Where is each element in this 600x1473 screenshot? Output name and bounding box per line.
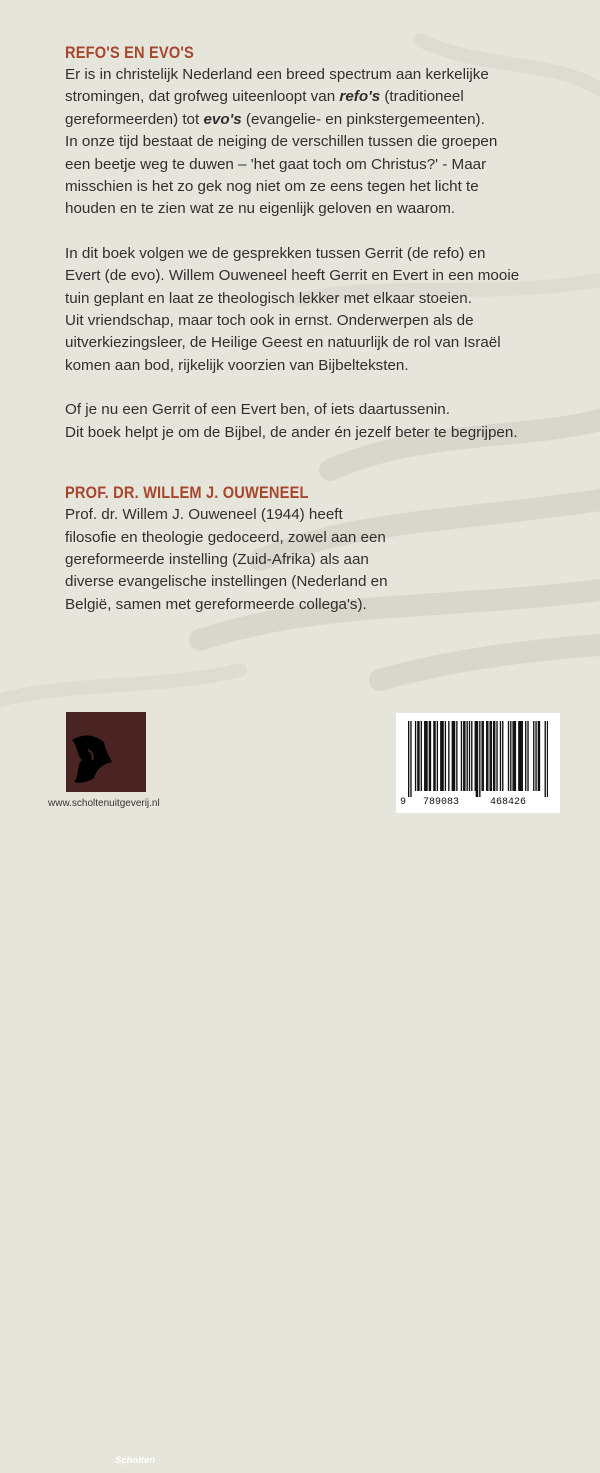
barcode-bar: [508, 721, 509, 791]
barcode-bar: [538, 721, 539, 791]
text-segment: Er is in christelijk Nederland een breed spectrum aan kerkelijke: [65, 66, 489, 83]
text-segment: stromingen, dat grofweg uiteenloopt van: [65, 88, 340, 106]
barcode-bar: [487, 721, 488, 791]
barcode-bar: [547, 721, 548, 797]
barcode-bar: [481, 721, 482, 791]
barcode-bar: [525, 721, 526, 791]
back-cover-text: [65, 42, 565, 616]
text-segment: In onze tijd bestaat de neiging de verschillen tussen die groepen: [65, 133, 498, 151]
text-line: [65, 86, 565, 108]
barcode-bar: [491, 721, 492, 791]
barcode-bar: [522, 721, 523, 791]
emphasis-term: refo's: [339, 88, 381, 106]
barcode-bar: [467, 721, 468, 791]
logo-name: Scholten: [115, 1455, 156, 1466]
barcode-bar: [437, 721, 438, 791]
barcode-bar: [418, 721, 419, 791]
closing-paragraph: [65, 399, 565, 444]
barcode-bar: [454, 721, 455, 791]
text-line: Uit vriendschap, maar toch ook in ernst. Onderwerpen als de: [65, 312, 474, 330]
barcode-bar: [518, 721, 519, 791]
barcode-group-2: 468426: [490, 797, 527, 808]
barcode-bar: [476, 721, 477, 797]
section-title-refos-evos: REFO'S EN EVO'S: [65, 43, 194, 62]
barcode-bar: [533, 721, 534, 791]
text-segment: (traditioneel: [380, 88, 464, 106]
barcode-bar: [461, 721, 462, 791]
text-line: [65, 176, 565, 198]
barcode-group-1: 789083: [423, 797, 460, 808]
barcode-bar: [441, 721, 442, 791]
barcode-bar: [545, 721, 546, 797]
barcode-bar: [445, 721, 446, 791]
barcode-bar: [417, 721, 418, 791]
barcode-bar: [448, 721, 449, 791]
barcode-bar: [453, 721, 454, 791]
text-line: komen aan bod, rijkelijk voorzien van Bijbelteksten.: [65, 356, 409, 374]
emphasis-term: evo's: [203, 110, 242, 128]
text-segment: gereformeerden) tot: [65, 110, 204, 128]
barcode-bar: [425, 721, 426, 791]
barcode-bar: [494, 721, 495, 791]
text-segment: een beetje weg te duwen – 'het gaat toch om Christus?' - Maar: [65, 155, 487, 173]
text-line: gereformeerde instelling (Zuid-Afrika) als aan: [65, 550, 369, 568]
text-line: [65, 154, 565, 176]
text-line: [65, 198, 565, 220]
book-description-paragraph: [65, 243, 565, 377]
barcode-bar: [510, 721, 511, 791]
text-line: tuin geplant en laat ze theologisch lekker met elkaar stoeien.: [65, 289, 472, 307]
barcode-bar: [520, 721, 521, 791]
barcode-bar: [496, 721, 497, 791]
text-line: diverse evangelische instellingen (Nederland en: [65, 573, 388, 591]
barcode-bar: [415, 721, 416, 791]
text-segment: (evangelie- en pinkstergemeenten).: [241, 110, 485, 128]
barcode-first-digit: 9: [400, 797, 407, 808]
text-line: Prof. dr. Willem J. Ouweneel (1944) heeft: [65, 506, 343, 524]
barcode-bar: [535, 721, 536, 791]
barcode-bar: [434, 721, 435, 791]
barcode-bar: [502, 721, 503, 791]
barcode-bar: [430, 721, 431, 791]
barcode-bar: [477, 721, 478, 797]
barcode-bar: [500, 721, 501, 791]
author-bio-paragraph: [65, 504, 565, 616]
text-line: filosofie en theologie gedoceerd, zowel aan een: [65, 528, 386, 546]
text-line: België, samen met gereformeerde collega's).: [65, 595, 367, 613]
publisher-website[interactable]: www.scholtenuitgeverij.nl: [48, 798, 160, 809]
barcode-bar: [463, 721, 464, 791]
barcode-bar: [440, 721, 441, 791]
barcode-bar: [519, 721, 520, 791]
barcode-bar: [408, 721, 409, 797]
intro-paragraph: [65, 64, 565, 221]
text-line: Dit boek helpt je om de Bijbel, de ander én jezelf beter te begrijpen.: [65, 423, 518, 441]
barcode-bar: [421, 721, 422, 791]
barcode-bar: [442, 721, 443, 791]
logo-subtitle: Uitgeverij: [115, 1467, 141, 1473]
text-line: [65, 109, 565, 131]
text-segment: misschien is het zo gek nog niet om ze eens tegen het licht te: [65, 178, 479, 196]
barcode-bar: [514, 721, 515, 791]
barcode-bars: [408, 721, 548, 797]
barcode-bar: [493, 721, 494, 791]
barcode-bar: [426, 721, 427, 791]
section-title-author: PROF. DR. WILLEM J. OUWENEEL: [65, 483, 309, 503]
barcode-bar: [471, 721, 472, 791]
text-segment: houden en te zien wat ze nu eigenlijk geloven en waarom.: [65, 200, 456, 218]
barcode-bar: [479, 721, 480, 797]
text-line: Of je nu een Gerrit of een Evert ben, of iets daartussenin.: [65, 401, 450, 419]
isbn-barcode: [396, 713, 560, 813]
barcode-bar: [486, 721, 487, 791]
barcode-bar: [464, 721, 465, 791]
text-line: Evert (de evo). Willem Ouweneel heeft Gerrit en Evert in een mooie: [65, 267, 520, 285]
text-line: [65, 64, 565, 86]
barcode-bar: [483, 721, 484, 791]
barcode-bar: [527, 721, 528, 791]
text-line: In dit boek volgen we de gesprekken tussen Gerrit (de refo) en: [65, 244, 486, 262]
barcode-bar: [469, 721, 470, 791]
barcode-bar: [515, 721, 516, 791]
violin-head-icon: [66, 712, 146, 792]
barcode-bar: [410, 721, 411, 797]
barcode-bar: [539, 721, 540, 791]
text-line: uitverkiezingsleer, de Heilige Geest en natuurlijk de rol van Israël: [65, 334, 501, 352]
barcode-bar: [456, 721, 457, 791]
text-line: [65, 131, 565, 153]
